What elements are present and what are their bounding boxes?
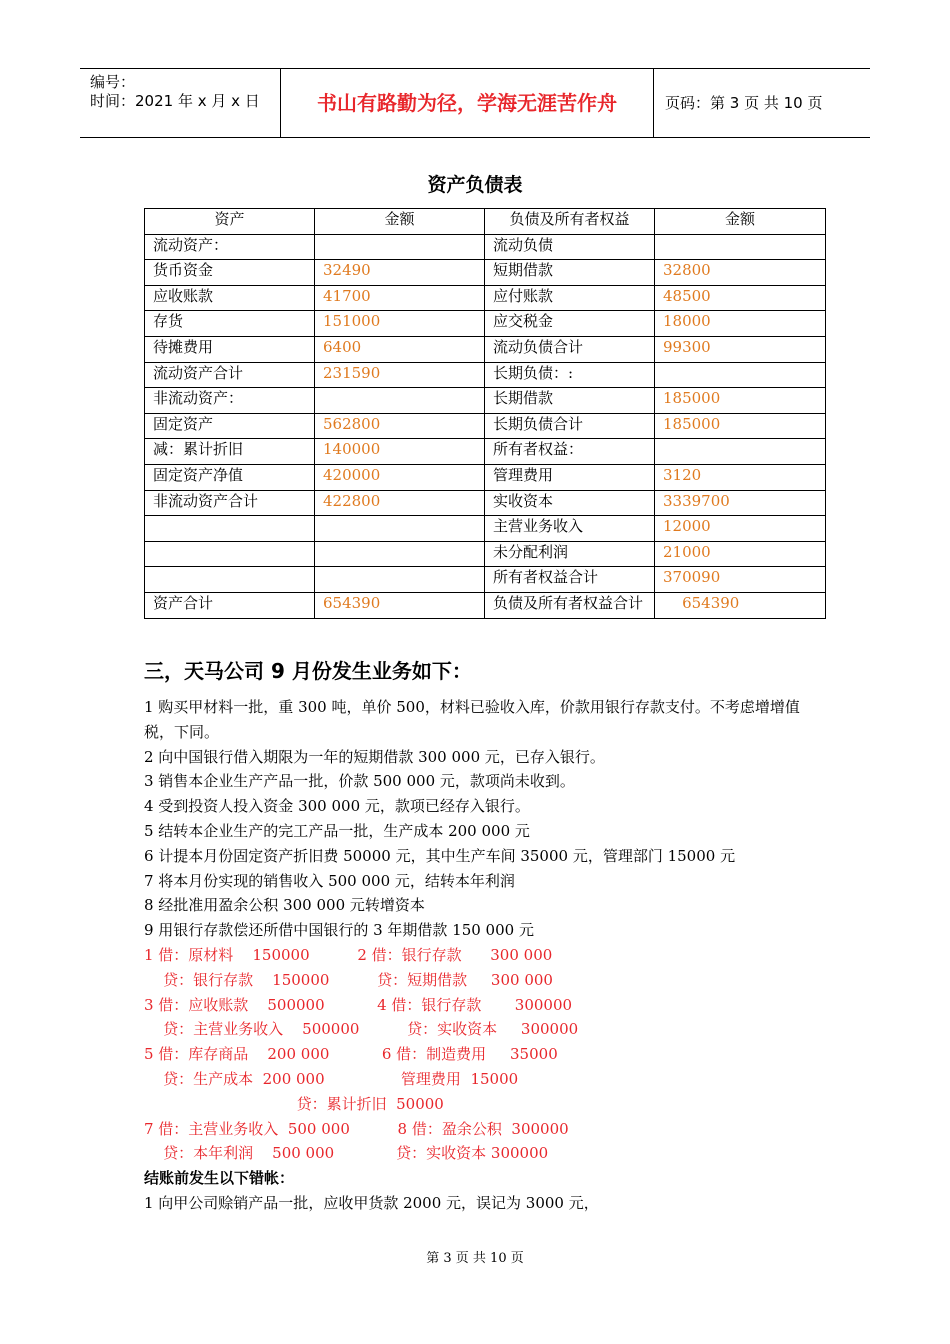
journal-entry-line: 7 借：主营业务收入 500 000 8 借：盈余公积 300000	[144, 1119, 569, 1138]
amount-cell	[655, 234, 826, 260]
item-cell: 非流动资产：	[145, 388, 315, 414]
amount-cell: 151000	[315, 311, 485, 337]
amount-cell: 32800	[655, 260, 826, 286]
table-row	[145, 567, 826, 593]
balance-sheet-table	[144, 208, 826, 619]
item-cell: 所有者权益合计	[485, 567, 655, 593]
journal-entry-line: 3 借：应收账款 500000 4 借：银行存款 300000	[144, 995, 573, 1014]
item-cell: 固定资产净值	[145, 464, 315, 490]
table-row	[145, 541, 826, 567]
amount-cell	[315, 541, 485, 567]
journal-entry-line: 5 借：库存商品 200 000 6 借：制造费用 35000	[144, 1045, 558, 1064]
amount-cell: 32490	[315, 260, 485, 286]
page-footer: 第 3 页 共 10 页	[426, 1251, 524, 1266]
amount-cell: 370090	[655, 567, 826, 593]
time-label: 时间：2021 年 x 月 x 日	[90, 92, 260, 110]
item-cell: 应付账款	[485, 285, 655, 311]
table-row	[145, 234, 826, 260]
item-cell: 货币资金	[145, 260, 315, 286]
transaction-item: 9 用银行存款偿还所借中国银行的 3 年期借款 150 000 元	[144, 921, 534, 940]
column-header: 金额	[655, 209, 826, 235]
table-row	[145, 490, 826, 516]
journal-entry-line: 贷：银行存款 150000 贷：短期借款 300 000	[144, 970, 553, 989]
item-cell: 流动资产：	[145, 234, 315, 260]
column-header: 资产	[145, 209, 315, 235]
section-3-title: 三，天马公司 9 月份发生业务如下：	[144, 659, 472, 683]
amount-cell	[655, 439, 826, 465]
amount-cell	[315, 234, 485, 260]
table-row	[145, 413, 826, 439]
column-header: 金额	[315, 209, 485, 235]
transaction-item: 3 销售本企业生产产品一批，价款 500 000 元，款项尚未收到。	[144, 772, 575, 791]
amount-cell: 18000	[655, 311, 826, 337]
document-body	[144, 695, 824, 1216]
table-row	[145, 516, 826, 542]
journal-entry-line: 贷：本年利润 500 000 贷：实收资本 300000	[144, 1144, 549, 1163]
item-cell: 所有者权益：	[485, 439, 655, 465]
amount-cell: 140000	[315, 439, 485, 465]
amount-cell	[315, 388, 485, 414]
table-row	[145, 439, 826, 465]
item-cell: 短期借款	[485, 260, 655, 286]
table-row	[145, 285, 826, 311]
item-cell	[145, 567, 315, 593]
table-row	[145, 362, 826, 388]
item-cell: 负债及所有者权益合计	[485, 592, 655, 618]
amount-cell: 3120	[655, 464, 826, 490]
table-row	[145, 311, 826, 337]
header-page-info: 页码：第 3 页 共 10 页	[665, 94, 823, 112]
error-list	[144, 1191, 824, 1216]
item-cell: 长期负债：:	[485, 362, 655, 388]
journal-entry-line: 贷：生产成本 200 000 管理费用 15000	[144, 1069, 519, 1088]
amount-cell: 185000	[655, 388, 826, 414]
journal-entry-line: 贷：主营业务收入 500000 贷：实收资本 300000	[144, 1020, 579, 1039]
item-cell: 未分配利润	[485, 541, 655, 567]
amount-cell: 6400	[315, 336, 485, 362]
table-row	[145, 592, 826, 618]
page-header	[80, 68, 870, 138]
item-cell: 非流动资产合计	[145, 490, 315, 516]
header-motto: 书山有路勤为径，学海无涯苦作舟	[281, 69, 654, 137]
amount-cell: 99300	[655, 336, 826, 362]
amount-cell: 12000	[655, 516, 826, 542]
item-cell: 长期借款	[485, 388, 655, 414]
table-row	[145, 336, 826, 362]
transaction-item: 7 将本月份实现的销售收入 500 000 元，结转本年利润	[144, 871, 515, 890]
amount-cell: 3339700	[655, 490, 826, 516]
transaction-list	[144, 695, 824, 943]
amount-cell	[315, 516, 485, 542]
amount-cell: 41700	[315, 285, 485, 311]
amount-cell: 422800	[315, 490, 485, 516]
amount-cell: 48500	[655, 285, 826, 311]
table-header-row	[145, 209, 826, 235]
transaction-item: 1 购买甲材料一批，重 300 吨，单价 500，材料已验收入库，价款用银行存款支付。不考虑增增值税，下同。	[144, 698, 800, 741]
errors-title: 结账前发生以下错帐：	[144, 1169, 295, 1188]
journal-entry-line: 1 借：原材料 150000 2 借：银行存款 300 000	[144, 945, 553, 964]
header-meta	[80, 69, 281, 137]
journal-entries	[144, 943, 824, 1166]
item-cell: 流动负债	[485, 234, 655, 260]
amount-cell	[655, 362, 826, 388]
table-row	[145, 464, 826, 490]
amount-cell: 231590	[315, 362, 485, 388]
transaction-item: 8 经批准用盈余公积 300 000 元转增资本	[144, 896, 425, 915]
item-cell: 流动资产合计	[145, 362, 315, 388]
document-title: 资产负债表	[427, 174, 523, 196]
item-cell: 管理费用	[485, 464, 655, 490]
amount-cell: 562800	[315, 413, 485, 439]
table-row	[145, 260, 826, 286]
item-cell: 存货	[145, 311, 315, 337]
transaction-item: 4 受到投资人投入资金 300 000 元，款项已经存入银行。	[144, 797, 530, 816]
item-cell: 流动负债合计	[485, 336, 655, 362]
item-cell: 主营业务收入	[485, 516, 655, 542]
table-row	[145, 388, 826, 414]
item-cell: 实收资本	[485, 490, 655, 516]
error-item: 1 向甲公司赊销产品一批，应收甲货款 2000 元，误记为 3000 元，	[144, 1193, 599, 1212]
transaction-item: 6 计提本月份固定资产折旧费 50000 元，其中生产车间 35000 元，管理部门 15000 元	[144, 846, 736, 865]
item-cell	[145, 516, 315, 542]
amount-cell: 420000	[315, 464, 485, 490]
transaction-item: 2 向中国银行借入期限为一年的短期借款 300 000 元，已存入银行。	[144, 747, 605, 766]
column-header: 负债及所有者权益	[485, 209, 655, 235]
item-cell: 长期负债合计	[485, 413, 655, 439]
item-cell: 应收账款	[145, 285, 315, 311]
amount-cell: 654390	[655, 592, 826, 618]
item-cell: 待摊费用	[145, 336, 315, 362]
transaction-item: 5 结转本企业生产的完工产品一批，生产成本 200 000 元	[144, 821, 530, 840]
journal-entry-line: 贷：累计折旧 50000	[144, 1094, 444, 1113]
amount-cell: 21000	[655, 541, 826, 567]
item-cell: 固定资产	[145, 413, 315, 439]
item-cell: 应交税金	[485, 311, 655, 337]
item-cell: 减：累计折旧	[145, 439, 315, 465]
item-cell	[145, 541, 315, 567]
amount-cell: 654390	[315, 592, 485, 618]
amount-cell: 185000	[655, 413, 826, 439]
amount-cell	[315, 567, 485, 593]
item-cell: 资产合计	[145, 592, 315, 618]
number-label: 编号：	[90, 73, 136, 91]
